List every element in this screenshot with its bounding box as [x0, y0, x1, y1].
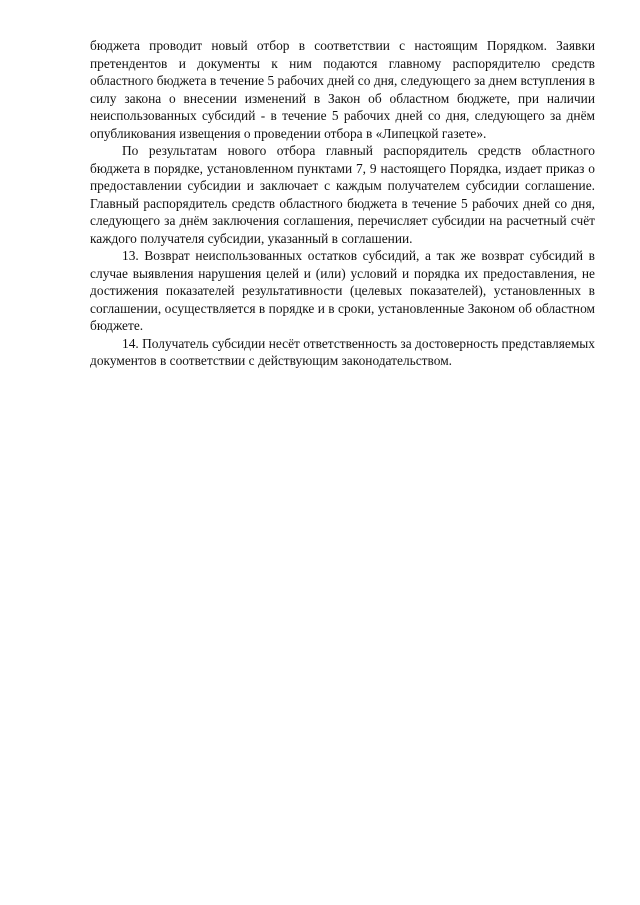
document-body — [90, 37, 595, 370]
paragraph-continuation: бюджета проводит новый отбор в соответствии с настоящим Порядком. Заявки претендентов и документы к ним подаются главному распорядителю средств областного бюджета в течение 5 рабочих дней со дня, следующего за днем вступления в силу закона о внесении изменений в Закон об областном бюджете, при наличии неиспользованных субсидий - в течение 5 рабочих дней со дня, следующего за днём опубликования извещения о проведении отбора в «Липецкой газете». — [90, 38, 595, 141]
paragraph-new-selection-results: По результатам нового отбора главный распорядитель средств областного бюджета в порядке, установленном пунктами 7, 9 настоящего Порядка, издает приказ о предоставлении субсидии и заключает с каждым получателем субсидии соглашение. Главный распорядитель средств областного бюджета в течение 5 рабочих дней со дня, следующего за днём заключения соглашения, перечисляет субсидии на расчетный счёт каждого получателя субсидии, указанный в соглашении. — [90, 143, 595, 246]
paragraph-14-responsibility: 14. Получатель субсидии несёт ответственность за достоверность представляемых документов в соответствии с действующим законодательством. — [90, 335, 595, 368]
paragraph-13-subsidy-return: 13. Возврат неиспользованных остатков субсидий, а так же возврат субсидий в случае выявления нарушения целей и (или) условий и порядка их предоставления, не достижения показателей результативности (целевых показателей), установленных в соглашении, осуществляется в порядке и в сроки, установленные Законом об областном бюджете. — [90, 248, 595, 333]
